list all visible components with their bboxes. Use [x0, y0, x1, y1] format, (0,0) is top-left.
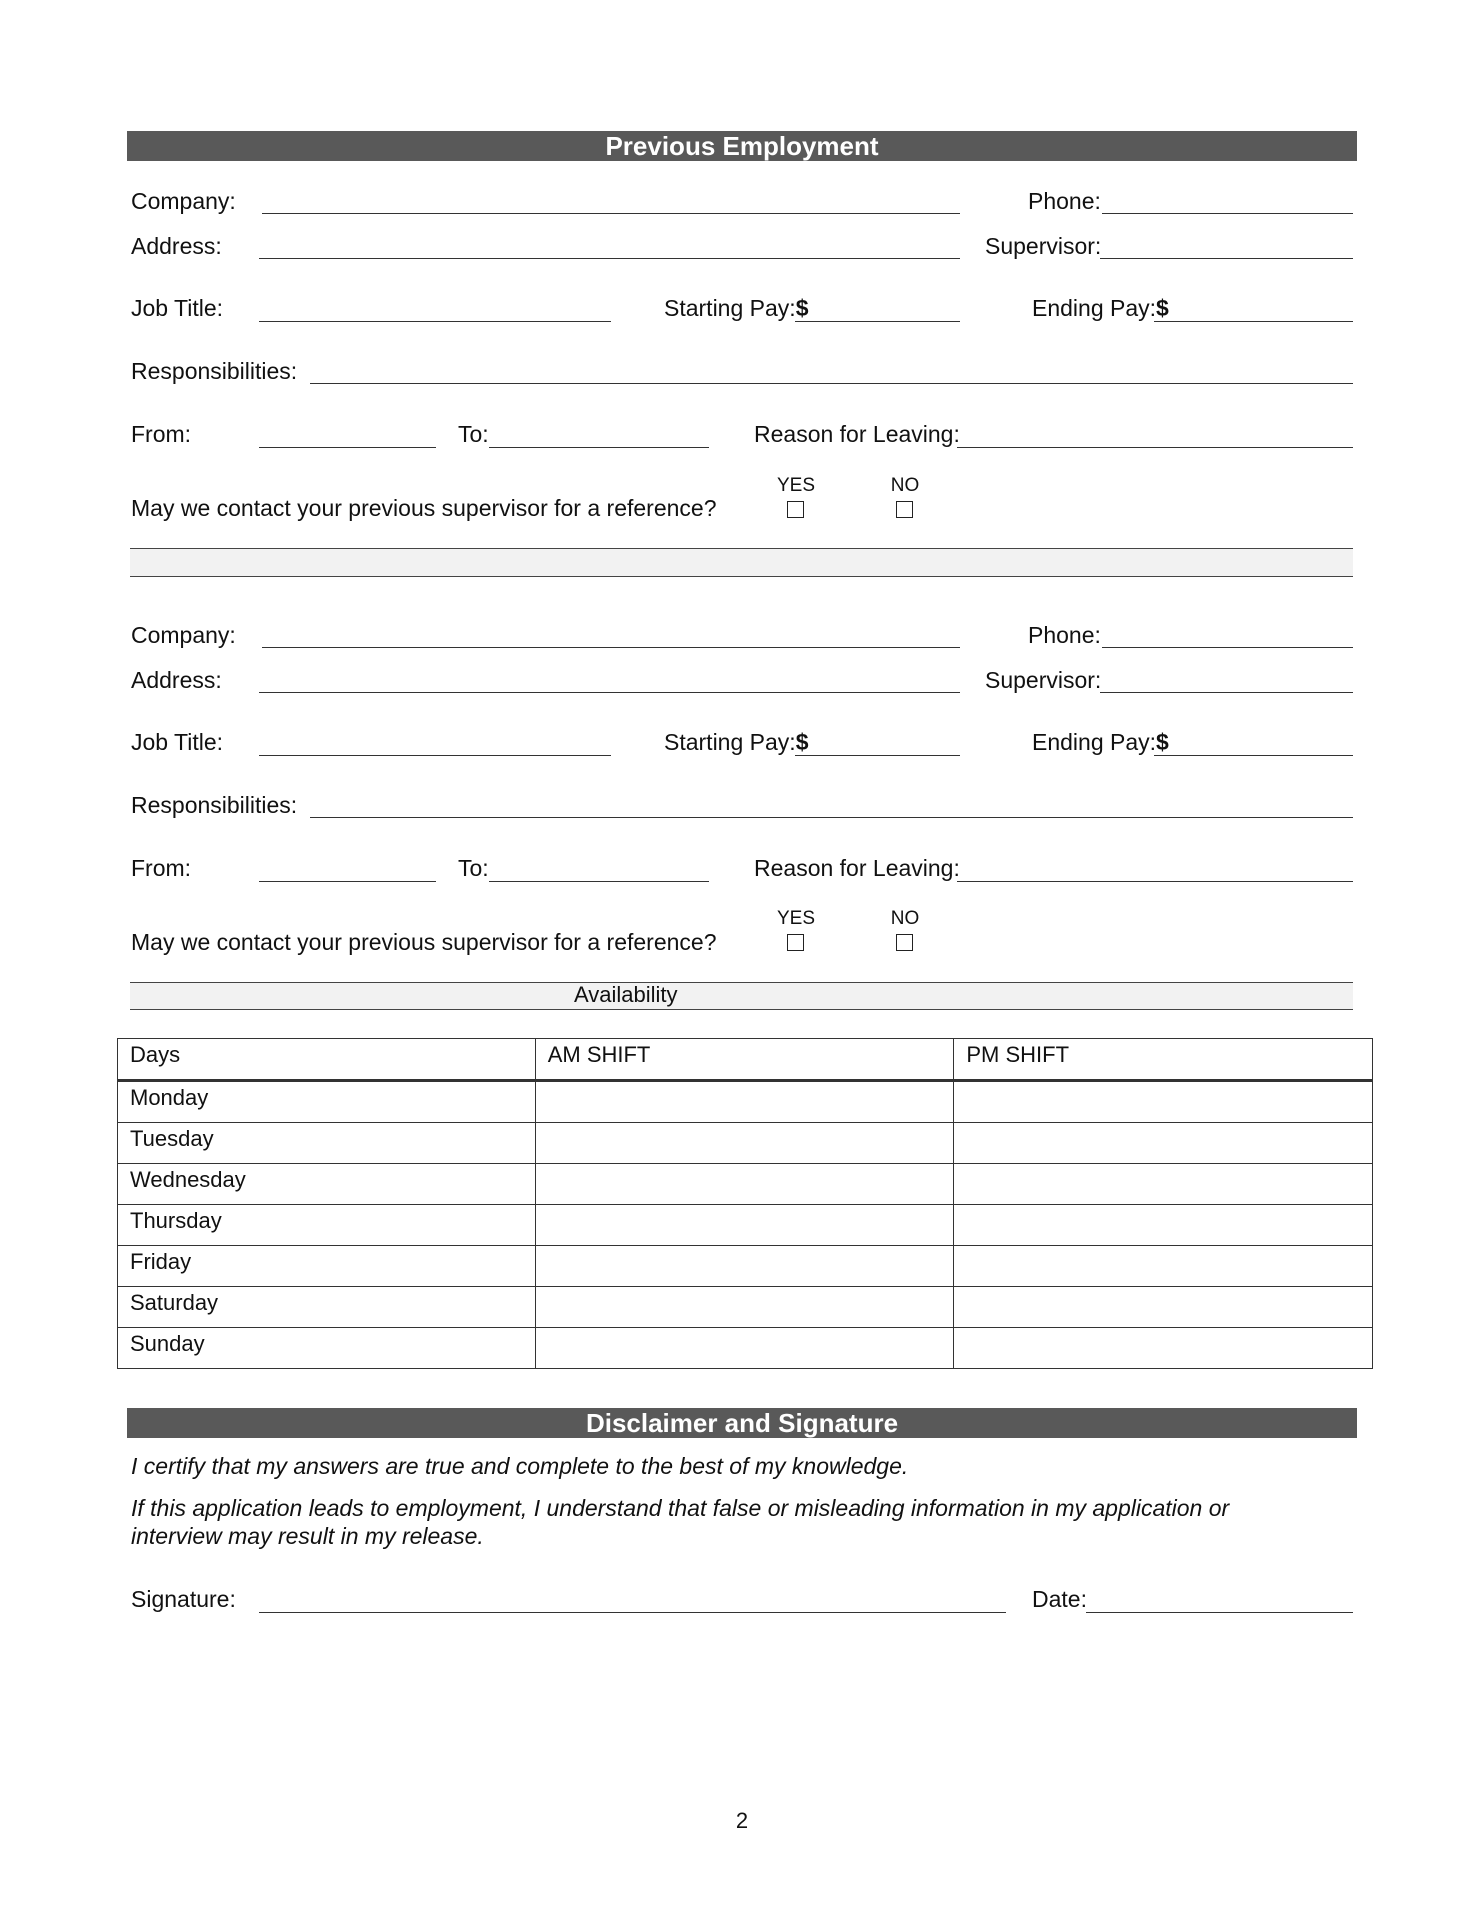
reference-question: May we contact your previous supervisor for a reference? — [131, 929, 717, 955]
starting-pay-field[interactable] — [795, 755, 960, 756]
am-shift-cell[interactable] — [535, 1081, 954, 1123]
table-row — [118, 1287, 1373, 1328]
to-field[interactable] — [489, 881, 709, 882]
reason-for-leaving-label: Reason for Leaving: — [754, 421, 960, 447]
availability-title: Availability — [574, 982, 678, 1007]
ending-pay-label: Ending Pay:$ — [1032, 729, 1169, 755]
header-days: Days — [118, 1039, 536, 1081]
from-label: From: — [131, 855, 192, 881]
day-cell: Friday — [118, 1246, 536, 1287]
from-field[interactable] — [259, 881, 436, 882]
supervisor-label: Supervisor: — [985, 233, 1102, 259]
previous-employment-header — [127, 131, 1357, 161]
to-field[interactable] — [489, 447, 709, 448]
phone-field[interactable] — [1102, 647, 1353, 648]
reference-yes-checkbox[interactable] — [787, 501, 804, 518]
supervisor-label: Supervisor: — [985, 667, 1102, 693]
job-title-label: Job Title: — [131, 729, 224, 755]
pm-shift-cell[interactable] — [954, 1328, 1373, 1369]
ending-pay-label: Ending Pay:$ — [1032, 295, 1169, 321]
phone-label: Phone: — [1028, 188, 1101, 214]
date-label: Date: — [1032, 1586, 1087, 1612]
table-row — [118, 1123, 1373, 1164]
reason-for-leaving-field[interactable] — [957, 447, 1353, 448]
to-label: To: — [458, 421, 489, 447]
starting-pay-currency: $ — [795, 295, 809, 321]
release-statement-line-2: interview may result in my release. — [131, 1523, 484, 1549]
disclaimer-header — [127, 1408, 1357, 1438]
from-label: From: — [131, 421, 192, 447]
am-shift-cell[interactable] — [535, 1287, 954, 1328]
company-label: Company: — [131, 188, 236, 214]
ending-pay-field[interactable] — [1154, 755, 1353, 756]
day-cell: Sunday — [118, 1328, 536, 1369]
pm-shift-cell[interactable] — [954, 1246, 1373, 1287]
header-pm-shift: PM SHIFT — [954, 1039, 1373, 1081]
page-number: 2 — [735, 1808, 749, 1833]
table-row — [118, 1205, 1373, 1246]
ending-pay-field[interactable] — [1154, 321, 1353, 322]
responsibilities-field[interactable] — [310, 383, 1353, 384]
company-field[interactable] — [262, 213, 960, 214]
no-label: NO — [890, 475, 920, 496]
phone-field[interactable] — [1102, 213, 1353, 214]
am-shift-cell[interactable] — [535, 1205, 954, 1246]
address-field[interactable] — [259, 258, 960, 259]
table-row — [118, 1246, 1373, 1287]
previous-employment-title: Previous Employment — [605, 131, 879, 161]
date-field[interactable] — [1086, 1612, 1353, 1613]
from-field[interactable] — [259, 447, 436, 448]
am-shift-cell[interactable] — [535, 1246, 954, 1287]
to-label: To: — [458, 855, 489, 881]
responsibilities-label: Responsibilities: — [131, 792, 298, 818]
reference-yes-checkbox[interactable] — [787, 934, 804, 951]
reason-for-leaving-label: Reason for Leaving: — [754, 855, 960, 881]
day-cell: Thursday — [118, 1205, 536, 1246]
pm-shift-cell[interactable] — [954, 1123, 1373, 1164]
job-title-label: Job Title: — [131, 295, 224, 321]
address-label: Address: — [131, 667, 222, 693]
ending-pay-currency: $ — [1156, 729, 1169, 755]
pm-shift-cell[interactable] — [954, 1081, 1373, 1123]
address-label: Address: — [131, 233, 222, 259]
signature-field[interactable] — [259, 1612, 1006, 1613]
ending-pay-currency: $ — [1156, 295, 1169, 321]
day-cell: Monday — [118, 1081, 536, 1123]
pm-shift-cell[interactable] — [954, 1164, 1373, 1205]
starting-pay-label: Starting Pay:$ — [664, 295, 809, 321]
starting-pay-currency: $ — [795, 729, 809, 755]
no-label: NO — [890, 908, 920, 929]
signature-label: Signature: — [131, 1586, 236, 1612]
availability-header — [130, 982, 1353, 1010]
header-am-shift: AM SHIFT — [535, 1039, 954, 1081]
reason-for-leaving-field[interactable] — [957, 881, 1353, 882]
disclaimer-title: Disclaimer and Signature — [585, 1408, 899, 1438]
availability-table — [117, 1038, 1373, 1369]
reference-no-checkbox[interactable] — [896, 934, 913, 951]
responsibilities-label: Responsibilities: — [131, 358, 298, 384]
starting-pay-field[interactable] — [795, 321, 960, 322]
phone-label: Phone: — [1028, 622, 1101, 648]
table-row — [118, 1164, 1373, 1205]
company-field[interactable] — [262, 647, 960, 648]
day-cell: Saturday — [118, 1287, 536, 1328]
starting-pay-label: Starting Pay:$ — [664, 729, 809, 755]
pm-shift-cell[interactable] — [954, 1205, 1373, 1246]
supervisor-field[interactable] — [1100, 258, 1353, 259]
table-header-row — [118, 1039, 1373, 1081]
day-cell: Wednesday — [118, 1164, 536, 1205]
pm-shift-cell[interactable] — [954, 1287, 1373, 1328]
certification-statement: I certify that my answers are true and complete to the best of my knowledge. — [131, 1453, 909, 1479]
company-label: Company: — [131, 622, 236, 648]
table-row — [118, 1328, 1373, 1369]
address-field[interactable] — [259, 692, 960, 693]
day-cell: Tuesday — [118, 1123, 536, 1164]
am-shift-cell[interactable] — [535, 1328, 954, 1369]
am-shift-cell[interactable] — [535, 1164, 954, 1205]
responsibilities-field[interactable] — [310, 817, 1353, 818]
entry-separator — [130, 548, 1353, 577]
reference-no-checkbox[interactable] — [896, 501, 913, 518]
job-title-field[interactable] — [259, 321, 611, 322]
reference-question: May we contact your previous supervisor for a reference? — [131, 495, 717, 521]
release-statement-line-1: If this application leads to employment, I understand that false or misleading information in my application or — [131, 1495, 1230, 1521]
am-shift-cell[interactable] — [535, 1123, 954, 1164]
supervisor-field[interactable] — [1100, 692, 1353, 693]
yes-label: YES — [776, 475, 816, 496]
table-row — [118, 1081, 1373, 1123]
yes-label: YES — [776, 908, 816, 929]
job-title-field[interactable] — [259, 755, 611, 756]
